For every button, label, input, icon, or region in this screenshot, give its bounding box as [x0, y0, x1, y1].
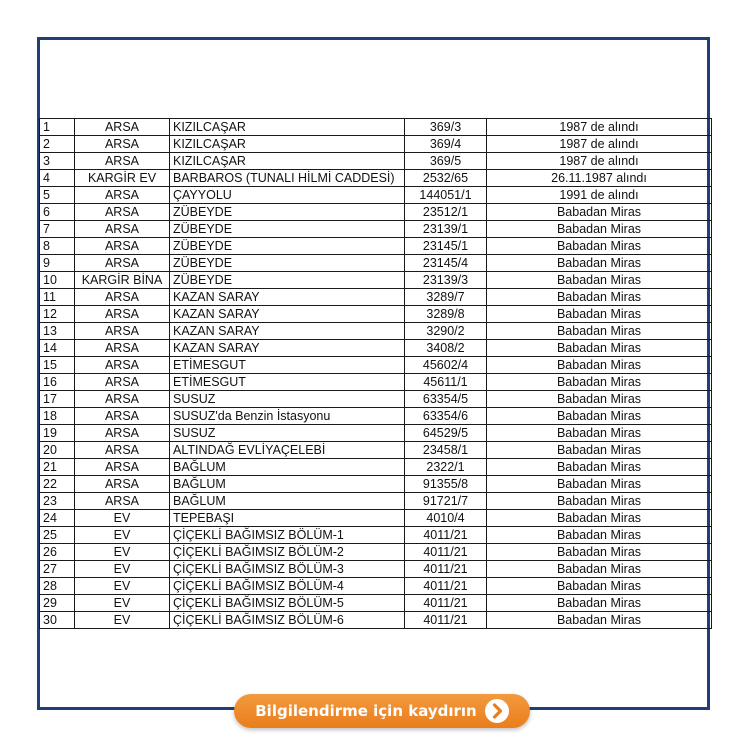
row-number-cell: 12 [40, 306, 75, 323]
property-type-cell: ARSA [75, 204, 170, 221]
table-row [40, 612, 712, 629]
row-number-cell: 7 [40, 221, 75, 238]
parcel-cell: 4011/21 [405, 612, 487, 629]
table-row [40, 595, 712, 612]
location-cell: KIZILCAŞAR [170, 136, 405, 153]
row-number-cell: 5 [40, 187, 75, 204]
property-type-cell: ARSA [75, 340, 170, 357]
parcel-cell: 3408/2 [405, 340, 487, 357]
parcel-cell: 4011/21 [405, 595, 487, 612]
table-row [40, 289, 712, 306]
table-row [40, 459, 712, 476]
acquisition-note-cell: 26.11.1987 alındı [487, 170, 712, 187]
property-type-cell: ARSA [75, 238, 170, 255]
acquisition-note-cell: Babadan Miras [487, 204, 712, 221]
parcel-cell: 4010/4 [405, 510, 487, 527]
property-type-cell: ARSA [75, 357, 170, 374]
property-type-cell: ARSA [75, 425, 170, 442]
row-number-cell: 18 [40, 408, 75, 425]
row-number-cell: 13 [40, 323, 75, 340]
parcel-cell: 45602/4 [405, 357, 487, 374]
table-row [40, 272, 712, 289]
acquisition-note-cell: Babadan Miras [487, 374, 712, 391]
parcel-cell: 2322/1 [405, 459, 487, 476]
location-cell: ÇİÇEKLİ BAĞIMSIZ BÖLÜM-3 [170, 561, 405, 578]
table-row [40, 493, 712, 510]
parcel-cell: 91721/7 [405, 493, 487, 510]
parcel-cell: 91355/8 [405, 476, 487, 493]
scroll-info-button[interactable] [234, 694, 530, 728]
acquisition-note-cell: Babadan Miras [487, 544, 712, 561]
parcel-cell: 63354/5 [405, 391, 487, 408]
row-number-cell: 15 [40, 357, 75, 374]
acquisition-note-cell: Babadan Miras [487, 561, 712, 578]
table-row [40, 442, 712, 459]
table-row [40, 408, 712, 425]
table-row [40, 510, 712, 527]
table-row [40, 323, 712, 340]
property-type-cell: EV [75, 595, 170, 612]
location-cell: KAZAN SARAY [170, 289, 405, 306]
location-cell: BAĞLUM [170, 476, 405, 493]
parcel-cell: 2532/65 [405, 170, 487, 187]
row-number-cell: 29 [40, 595, 75, 612]
parcel-cell: 45611/1 [405, 374, 487, 391]
location-cell: ÇİÇEKLİ BAĞIMSIZ BÖLÜM-5 [170, 595, 405, 612]
location-cell: ÇİÇEKLİ BAĞIMSIZ BÖLÜM-4 [170, 578, 405, 595]
location-cell: KIZILCAŞAR [170, 119, 405, 136]
property-type-cell: ARSA [75, 476, 170, 493]
property-type-cell: ARSA [75, 391, 170, 408]
property-type-cell: ARSA [75, 459, 170, 476]
parcel-cell: 23458/1 [405, 442, 487, 459]
location-cell: ÇİÇEKLİ BAĞIMSIZ BÖLÜM-2 [170, 544, 405, 561]
acquisition-note-cell: Babadan Miras [487, 391, 712, 408]
parcel-cell: 4011/21 [405, 578, 487, 595]
location-cell: ZÜBEYDE [170, 221, 405, 238]
property-type-cell: ARSA [75, 442, 170, 459]
property-type-cell: ARSA [75, 289, 170, 306]
table-row [40, 340, 712, 357]
location-cell: BAĞLUM [170, 493, 405, 510]
property-type-cell: ARSA [75, 493, 170, 510]
table-row [40, 119, 712, 136]
property-type-cell: ARSA [75, 374, 170, 391]
acquisition-note-cell: Babadan Miras [487, 255, 712, 272]
table-row [40, 374, 712, 391]
table-row [40, 561, 712, 578]
location-cell: KIZILCAŞAR [170, 153, 405, 170]
property-type-cell: ARSA [75, 187, 170, 204]
acquisition-note-cell: Babadan Miras [487, 527, 712, 544]
location-cell: ZÜBEYDE [170, 238, 405, 255]
property-type-cell: EV [75, 578, 170, 595]
parcel-cell: 369/4 [405, 136, 487, 153]
table-row [40, 391, 712, 408]
row-number-cell: 24 [40, 510, 75, 527]
parcel-cell: 369/5 [405, 153, 487, 170]
parcel-cell: 3289/8 [405, 306, 487, 323]
acquisition-note-cell: Babadan Miras [487, 357, 712, 374]
location-cell: SUSUZ'da Benzin İstasyonu [170, 408, 405, 425]
row-number-cell: 21 [40, 459, 75, 476]
parcel-cell: 3289/7 [405, 289, 487, 306]
table-row [40, 136, 712, 153]
row-number-cell: 27 [40, 561, 75, 578]
location-cell: KAZAN SARAY [170, 306, 405, 323]
acquisition-note-cell: Babadan Miras [487, 595, 712, 612]
location-cell: ÇAYYOLU [170, 187, 405, 204]
acquisition-note-cell: 1991 de alındı [487, 187, 712, 204]
property-table [39, 118, 712, 629]
row-number-cell: 8 [40, 238, 75, 255]
table-row [40, 578, 712, 595]
location-cell: ÇİÇEKLİ BAĞIMSIZ BÖLÜM-1 [170, 527, 405, 544]
row-number-cell: 25 [40, 527, 75, 544]
row-number-cell: 14 [40, 340, 75, 357]
property-type-cell: EV [75, 612, 170, 629]
property-type-cell: EV [75, 527, 170, 544]
location-cell: ETİMESGUT [170, 374, 405, 391]
acquisition-note-cell: Babadan Miras [487, 408, 712, 425]
acquisition-note-cell: 1987 de alındı [487, 136, 712, 153]
parcel-cell: 4011/21 [405, 561, 487, 578]
table-row [40, 527, 712, 544]
parcel-cell: 23145/4 [405, 255, 487, 272]
parcel-cell: 369/3 [405, 119, 487, 136]
table-row [40, 170, 712, 187]
location-cell: ZÜBEYDE [170, 255, 405, 272]
location-cell: SUSUZ [170, 425, 405, 442]
table-row [40, 204, 712, 221]
parcel-cell: 4011/21 [405, 544, 487, 561]
row-number-cell: 19 [40, 425, 75, 442]
property-type-cell: EV [75, 544, 170, 561]
location-cell: ZÜBEYDE [170, 272, 405, 289]
table-row [40, 255, 712, 272]
parcel-cell: 64529/5 [405, 425, 487, 442]
location-cell: KAZAN SARAY [170, 323, 405, 340]
acquisition-note-cell: Babadan Miras [487, 323, 712, 340]
row-number-cell: 28 [40, 578, 75, 595]
acquisition-note-cell: Babadan Miras [487, 306, 712, 323]
row-number-cell: 6 [40, 204, 75, 221]
parcel-cell: 4011/21 [405, 527, 487, 544]
table-row [40, 238, 712, 255]
row-number-cell: 2 [40, 136, 75, 153]
row-number-cell: 30 [40, 612, 75, 629]
table-row [40, 425, 712, 442]
acquisition-note-cell: Babadan Miras [487, 459, 712, 476]
property-type-cell: ARSA [75, 306, 170, 323]
property-type-cell: EV [75, 561, 170, 578]
table-row [40, 306, 712, 323]
acquisition-note-cell: Babadan Miras [487, 578, 712, 595]
row-number-cell: 17 [40, 391, 75, 408]
property-type-cell: ARSA [75, 323, 170, 340]
location-cell: BAĞLUM [170, 459, 405, 476]
property-type-cell: ARSA [75, 255, 170, 272]
location-cell: ZÜBEYDE [170, 204, 405, 221]
row-number-cell: 20 [40, 442, 75, 459]
property-type-cell: KARGİR EV [75, 170, 170, 187]
table-row [40, 544, 712, 561]
row-number-cell: 1 [40, 119, 75, 136]
parcel-cell: 144051/1 [405, 187, 487, 204]
location-cell: TEPEBAŞI [170, 510, 405, 527]
table-row [40, 357, 712, 374]
parcel-cell: 3290/2 [405, 323, 487, 340]
property-table-body [40, 119, 712, 629]
chevron-right-icon [485, 699, 509, 723]
parcel-cell: 23139/3 [405, 272, 487, 289]
acquisition-note-cell: Babadan Miras [487, 493, 712, 510]
table-row [40, 187, 712, 204]
table-row [40, 476, 712, 493]
row-number-cell: 9 [40, 255, 75, 272]
location-cell: ETİMESGUT [170, 357, 405, 374]
acquisition-note-cell: Babadan Miras [487, 221, 712, 238]
acquisition-note-cell: Babadan Miras [487, 442, 712, 459]
acquisition-note-cell: Babadan Miras [487, 272, 712, 289]
property-type-cell: ARSA [75, 153, 170, 170]
parcel-cell: 23512/1 [405, 204, 487, 221]
row-number-cell: 26 [40, 544, 75, 561]
parcel-cell: 23145/1 [405, 238, 487, 255]
location-cell: KAZAN SARAY [170, 340, 405, 357]
property-type-cell: ARSA [75, 119, 170, 136]
acquisition-note-cell: Babadan Miras [487, 340, 712, 357]
row-number-cell: 23 [40, 493, 75, 510]
property-type-cell: ARSA [75, 221, 170, 238]
location-cell: ÇİÇEKLİ BAĞIMSIZ BÖLÜM-6 [170, 612, 405, 629]
row-number-cell: 4 [40, 170, 75, 187]
parcel-cell: 63354/6 [405, 408, 487, 425]
parcel-cell: 23139/1 [405, 221, 487, 238]
acquisition-note-cell: Babadan Miras [487, 425, 712, 442]
property-type-cell: ARSA [75, 408, 170, 425]
location-cell: SUSUZ [170, 391, 405, 408]
acquisition-note-cell: Babadan Miras [487, 612, 712, 629]
acquisition-note-cell: Babadan Miras [487, 510, 712, 527]
location-cell: ALTINDAĞ EVLİYAÇELEBİ [170, 442, 405, 459]
table-row [40, 221, 712, 238]
scroll-info-button-label: Bilgilendirme için kaydırın [255, 702, 477, 720]
row-number-cell: 22 [40, 476, 75, 493]
property-type-cell: EV [75, 510, 170, 527]
table-row [40, 153, 712, 170]
row-number-cell: 3 [40, 153, 75, 170]
acquisition-note-cell: Babadan Miras [487, 289, 712, 306]
acquisition-note-cell: Babadan Miras [487, 238, 712, 255]
row-number-cell: 16 [40, 374, 75, 391]
location-cell: BARBAROS (TUNALI HİLMİ CADDESİ) [170, 170, 405, 187]
acquisition-note-cell: 1987 de alındı [487, 119, 712, 136]
row-number-cell: 11 [40, 289, 75, 306]
property-type-cell: ARSA [75, 136, 170, 153]
acquisition-note-cell: 1987 de alındı [487, 153, 712, 170]
row-number-cell: 10 [40, 272, 75, 289]
property-type-cell: KARGİR BİNA [75, 272, 170, 289]
acquisition-note-cell: Babadan Miras [487, 476, 712, 493]
